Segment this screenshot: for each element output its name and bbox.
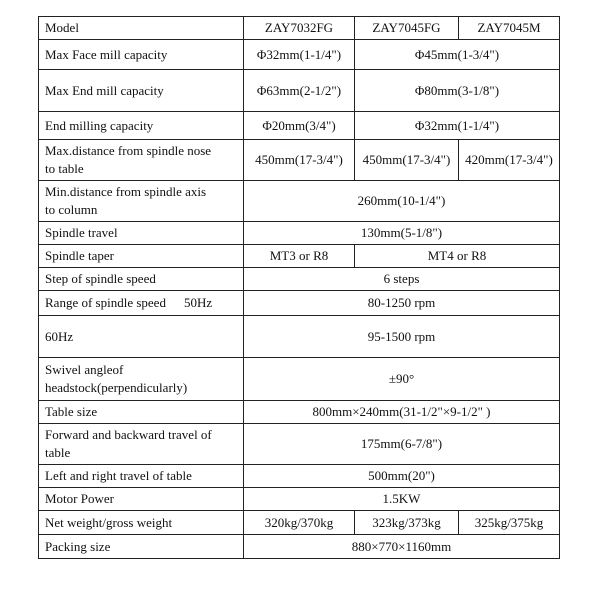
spindle-nose-value-7045fg: 450mm(17-3/4") <box>355 140 459 181</box>
table-row-lr-travel <box>39 465 560 488</box>
speed-range-value-50hz: 80-1250 rpm <box>244 291 560 316</box>
table-size-value: 800mm×240mm(31-1/2"×9-1/2" ) <box>244 401 560 424</box>
table-row-table-size <box>39 401 560 424</box>
spindle-nose-value-7032: 450mm(17-3/4") <box>244 140 355 181</box>
speed-range-50hz: 50Hz <box>183 295 213 310</box>
spindle-nose-label <box>39 140 244 181</box>
speed-range-60hz: 60Hz <box>39 316 244 358</box>
spindle-axis-label-line2: to column <box>45 202 98 217</box>
table-row-speed-range-50hz <box>39 291 560 316</box>
speed-range-value-60hz: 95-1500 rpm <box>244 316 560 358</box>
speed-steps-label: Step of spindle speed <box>39 268 244 291</box>
model-zay7045fg: ZAY7045FG <box>355 17 459 40</box>
lr-travel-label: Left and right travel of table <box>39 465 244 488</box>
motor-value: 1.5KW <box>244 488 560 511</box>
packing-label: Packing size <box>39 535 244 559</box>
table-size-label: Table size <box>39 401 244 424</box>
lr-travel-value: 500mm(20") <box>244 465 560 488</box>
fwd-travel-label-line2: table <box>45 445 71 460</box>
motor-label: Motor Power <box>39 488 244 511</box>
end-milling-value-7032: Φ20mm(3/4") <box>244 112 355 140</box>
spindle-travel-label: Spindle travel <box>39 222 244 245</box>
speed-range-label <box>39 291 244 316</box>
table-row-swivel <box>39 358 560 401</box>
spec-table <box>38 16 560 559</box>
table-row-spindle-travel <box>39 222 560 245</box>
table-row-packing <box>39 535 560 559</box>
table-row-end-mill <box>39 70 560 112</box>
table-row-header <box>39 17 560 40</box>
swivel-value: ±90° <box>244 358 560 401</box>
table-row-spindle-axis <box>39 181 560 222</box>
weight-value-7032: 320kg/370kg <box>244 511 355 535</box>
table-row-face-mill <box>39 40 560 70</box>
table-row-motor <box>39 488 560 511</box>
swivel-label-line2: headstock(perpendicularly) <box>45 380 188 395</box>
speed-steps-value: 6 steps <box>244 268 560 291</box>
weight-value-7045fg: 323kg/373kg <box>355 511 459 535</box>
spindle-travel-value: 130mm(5-1/8") <box>244 222 560 245</box>
swivel-label <box>39 358 244 401</box>
swivel-label-line1: Swivel angleof <box>45 362 124 377</box>
table-row-fwd-travel <box>39 424 560 465</box>
model-zay7045m: ZAY7045M <box>459 17 560 40</box>
spindle-nose-label-line1: Max.distance from spindle nose <box>45 143 212 158</box>
spindle-taper-value-7032: MT3 or R8 <box>244 245 355 268</box>
spindle-nose-value-7045m: 420mm(17-3/4") <box>459 140 560 181</box>
fwd-travel-label <box>39 424 244 465</box>
spindle-nose-label-line2: to table <box>45 161 84 176</box>
spindle-taper-label: Spindle taper <box>39 245 244 268</box>
face-mill-value-7032: Φ32mm(1-1/4") <box>244 40 355 70</box>
spindle-axis-label-line1: Min.distance from spindle axis <box>45 184 207 199</box>
table-row-spindle-taper <box>39 245 560 268</box>
speed-range-label-text: Range of spindle speed <box>45 295 166 310</box>
end-mill-value-7045: Φ80mm(3-1/8") <box>355 70 560 112</box>
model-zay7032fg: ZAY7032FG <box>244 17 355 40</box>
spindle-axis-label <box>39 181 244 222</box>
table-row-speed-steps <box>39 268 560 291</box>
end-mill-value-7032: Φ63mm(2-1/2") <box>244 70 355 112</box>
fwd-travel-value: 175mm(6-7/8") <box>244 424 560 465</box>
spindle-axis-value: 260mm(10-1/4") <box>244 181 560 222</box>
spindle-taper-value-7045: MT4 or R8 <box>355 245 560 268</box>
table-row-end-milling <box>39 112 560 140</box>
table-row-weight <box>39 511 560 535</box>
weight-value-7045m: 325kg/375kg <box>459 511 560 535</box>
fwd-travel-label-line1: Forward and backward travel of <box>45 427 212 442</box>
table-row-speed-range-60hz <box>39 316 560 358</box>
face-mill-value-7045: Φ45mm(1-3/4") <box>355 40 560 70</box>
end-mill-label: Max End mill capacity <box>39 70 244 112</box>
header-label: Model <box>39 17 244 40</box>
face-mill-label: Max Face mill capacity <box>39 40 244 70</box>
table-row-spindle-nose <box>39 140 560 181</box>
end-milling-value-7045: Φ32mm(1-1/4") <box>355 112 560 140</box>
weight-label: Net weight/gross weight <box>39 511 244 535</box>
end-milling-label: End milling capacity <box>39 112 244 140</box>
packing-value: 880×770×1160mm <box>244 535 560 559</box>
